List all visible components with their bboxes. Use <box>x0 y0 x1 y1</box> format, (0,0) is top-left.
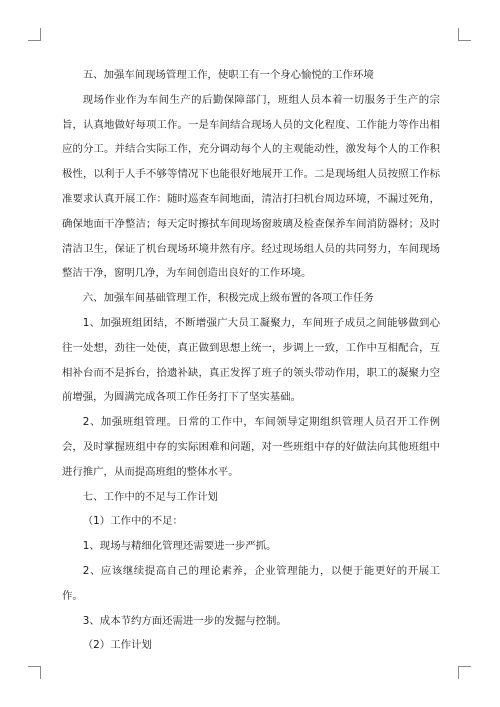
subheading-work-plan: （2）工作计划 <box>82 639 152 652</box>
crop-mark-top-left <box>28 28 41 41</box>
section-heading-6: 六、加强车间基础管理工作，积极完成上级布置的各项工作任务 <box>82 292 374 305</box>
crop-mark-bottom-right <box>458 666 471 679</box>
subheading-shortcomings: （1）工作中的不足： <box>82 515 183 528</box>
section-heading-7: 七、工作中的不足与工作计划 <box>82 490 218 503</box>
paragraph-site-work: 现场作业作为车间生产的后勤保障部门，班组人员本着一切服务于生产的宗旨，认真地做好每项工作。一是车间结合现场人员的文化程度、工作能力等作出相应的分工。并结合实际工作，充分调动每个人的主观能动性，激发每个人的工作积极性，以利于人手不够等情况下也能很好地展开工作。二是现场组人员按照工作标准要求认真开展工作：随时巡查车间地面，清洁打扫机台周边环境，不漏过死角，确保地面干净整洁；每天定时擦拭车间现场窗玻璃及检查保养车间消防器材；及时清洁卫生，保证了机台现场环境井然有序。经过现场组人员的共同努力，车间现场整洁干净，窗明几净，为车间创造出良好的工作环境。 <box>62 93 440 280</box>
crop-mark-bottom-left <box>28 666 41 679</box>
list-item-1: 1、现场与精细化管理还需要进一步严抓。 <box>82 540 277 553</box>
section-heading-5: 五、加强车间现场管理工作，使职工有一个身心愉悦的工作环境 <box>82 69 374 81</box>
list-item-2: 2、应该继续提高自己的理论素养，企业管理能力，以便于能更好的开展工作。 <box>62 564 440 602</box>
list-item-3: 3、成本节约方面还需进一步的发掘与控制。 <box>82 614 287 627</box>
crop-mark-top-right <box>458 28 471 41</box>
document-body <box>62 62 440 658</box>
paragraph-team-management: 2、加强班组管理。日常的工作中，车间领导定期组织管理人员召开工作例会，及时掌握班组中存的实际困难和问题，对一些班组中存的好做法向其他班组中进行推广，从而提高班组的整体水平。 <box>62 416 440 478</box>
paragraph-team-unity: 1、加强班组团结，不断增强广大员工凝聚力，车间班子成员之间能够做到心往一处想，劲往一处使，真正做到思想上统一，步调上一致，工作中互相配合，互相补台而不是拆台，拾遗补缺，真正发挥了班子的领头带动作用，职工的凝聚力空前增强，为圆满完成各项工作任务打下了坚实基础。 <box>62 316 440 404</box>
